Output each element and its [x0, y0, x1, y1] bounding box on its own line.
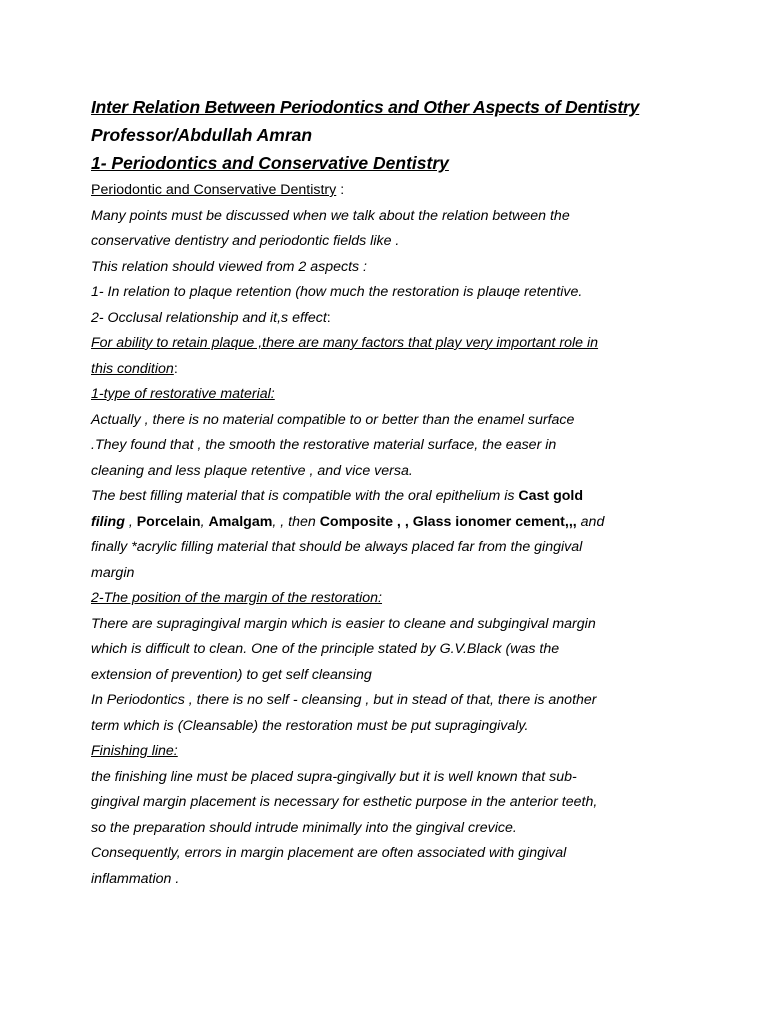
subheading	[91, 178, 691, 204]
finishing-line-text: Consequently, errors in margin placement are often associated with gingival	[91, 845, 567, 861]
colon: :	[326, 309, 331, 326]
ability-line	[91, 357, 691, 383]
finishing-line-heading: Finishing line:	[91, 743, 178, 759]
subheading-text: Periodontic and Conservative Dentistry	[91, 182, 337, 198]
factor2-line: There are supragingival margin which is easier to cleane and subgingival margin	[91, 615, 596, 632]
filing-text: filing	[91, 513, 125, 530]
cast-gold-text: Cast gold	[518, 488, 584, 504]
factor1-line: .They found that , the smooth the restorative material surface, the easer in	[91, 437, 557, 453]
separator-text: ,	[200, 513, 209, 530]
colon: :	[173, 360, 178, 377]
best-filling-text: The best filling material that is compatible with the oral epithelium is	[91, 488, 519, 504]
intro-line: Many points must be discussed when we talk about the relation between the	[91, 207, 570, 224]
porcelain-text: Porcelain	[136, 513, 201, 530]
intro-line	[91, 306, 691, 332]
and-text: and	[576, 513, 605, 530]
document-body	[91, 93, 691, 892]
ability-line-text: this condition	[91, 360, 174, 377]
separator-text: , , then	[272, 513, 320, 530]
factor2-heading: 2-The position of the margin of the restoration:	[91, 590, 383, 606]
best-filling-line	[91, 484, 691, 510]
ability-line: For ability to retain plaque ,there are many factors that play very important role in	[91, 335, 599, 351]
separator-text: ,	[124, 513, 137, 530]
best-filling-line: margin	[91, 564, 135, 581]
best-filling-line	[91, 510, 691, 536]
intro-line: This relation should viewed from 2 aspects :	[91, 258, 367, 275]
finishing-line-text: gingival margin placement is necessary for esthetic purpose in the anterior teeth,	[91, 794, 598, 810]
section-heading: 1- Periodontics and Conservative Dentistry	[91, 153, 449, 173]
amalgam-text: Amalgam	[208, 513, 273, 530]
factor1-heading: 1-type of restorative material:	[91, 386, 275, 402]
author-line: Professor/Abdullah Amran	[91, 125, 313, 145]
subheading-suffix: :	[336, 182, 345, 198]
factor2-line: extension of prevention) to get self cleansing	[91, 666, 372, 683]
factor2-line: In Periodontics , there is no self - cleansing , but in stead of that, there is another	[91, 692, 597, 708]
factor2-line: term which is (Cleansable) the restoration must be put supragingivaly.	[91, 717, 529, 734]
finishing-line-text: so the preparation should intrude minimally into the gingival crevice.	[91, 819, 517, 836]
intro-line-text: 2- Occlusal relationship and it,s effect	[91, 309, 327, 326]
best-filling-line: finally *acrylic filling material that should be always placed far from the gingival	[91, 539, 583, 555]
factor2-line: which is difficult to clean. One of the principle stated by G.V.Black (was the	[91, 641, 560, 657]
composite-glass-ionomer-text: Composite , , Glass ionomer cement,,,	[319, 513, 577, 530]
intro-line: 1- In relation to plaque retention (how much the restoration is plauqe retentive.	[91, 284, 583, 300]
document-title: Inter Relation Between Periodontics and Other Aspects of Dentistry	[91, 97, 640, 117]
factor1-line: cleaning and less plaque retentive , and vice versa.	[91, 462, 413, 479]
intro-line: conservative dentistry and periodontic fields like .	[91, 233, 400, 249]
finishing-line-text: the finishing line must be placed supra-gingivally but it is well known that sub-	[91, 768, 577, 785]
finishing-line-text: inflammation .	[91, 870, 180, 887]
factor1-line: Actually , there is no material compatible to or better than the enamel surface	[91, 411, 575, 428]
